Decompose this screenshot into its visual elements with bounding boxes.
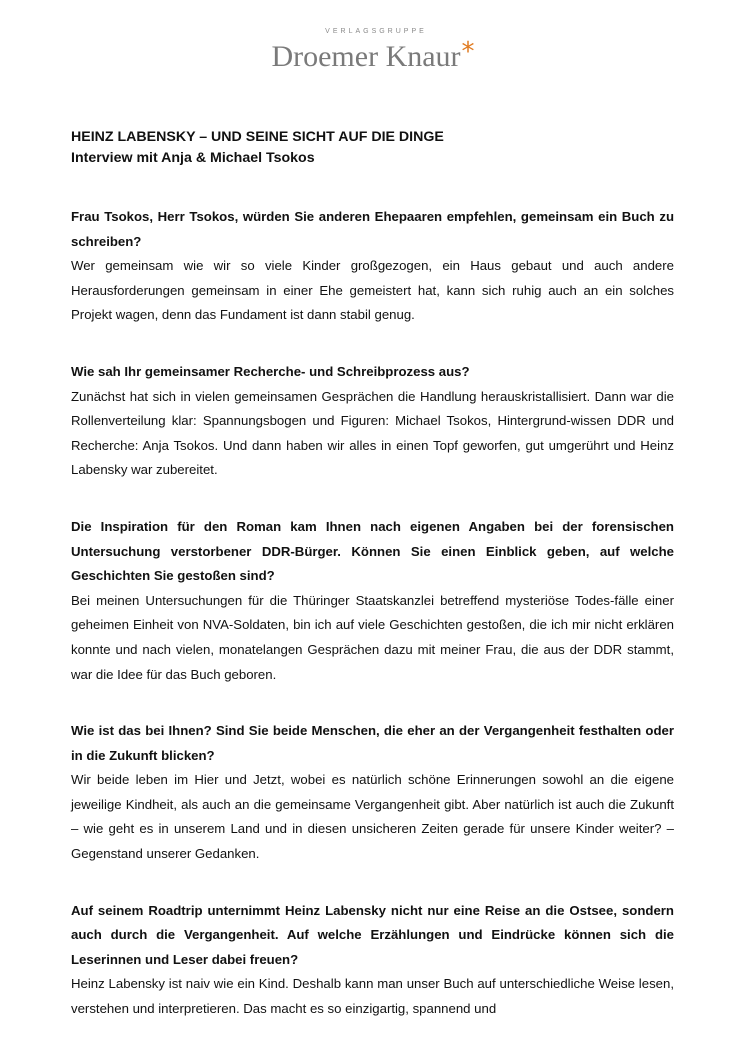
interview-block xyxy=(71,205,674,328)
interview-answer: Wir beide leben im Hier und Jetzt, wobei es natürlich schöne Erinnerungen sowohl an die eigene jeweilige Kindheit, als auch an die gemeinsame Vergangenheit gibt. Aber natürlich ist auch die Zukunft – wie geht es in unserem Land und in diesen unsicheren Zeiten gerade für unsere Kinder weiter? – Gegenstand unserer Gedanken. xyxy=(71,772,674,862)
interview-block xyxy=(71,360,674,483)
logo-wordmark xyxy=(0,37,746,72)
document-title: HEINZ LABENSKY – UND SEINE SICHT AUF DIE DINGE xyxy=(71,129,444,145)
interview-answer: Zunächst hat sich in vielen gemeinsamen Gesprächen die Handlung herauskristallisiert. Dann war die Rollenverteilung klar: Spannungsbogen und Figuren: Michael Tsokos, Hintergrund-wissen DDR und Recherche: Anja Tsokos. Und dann haben wir alles in einen Topf geworfen, gut umgerührt und Heinz Labensky war zubereitet. xyxy=(71,388,674,478)
interview-block xyxy=(71,515,674,687)
interview-answer: Heinz Labensky ist naiv wie ein Kind. Deshalb kann man unser Buch auf unterschiedliche Weise lesen, verstehen und interpretieren. Das macht es so einzigartig, spannend und xyxy=(71,976,674,1017)
logo-name: Droemer Knaur xyxy=(271,40,461,73)
interview-block xyxy=(71,899,674,1022)
interview-answer: Wer gemeinsam wie wir so viele Kinder großgezogen, ein Haus gebaut und auch andere Herausforderungen gemeinsam in einer Ehe gemeistert hat, kann sich ruhig auch an ein solches Projekt wagen, denn das Fundament ist dann stabil genug. xyxy=(71,258,674,323)
interview-block xyxy=(71,719,674,867)
document-subtitle: Interview mit Anja & Michael Tsokos xyxy=(71,150,315,166)
interview-question: Wie sah Ihr gemeinsamer Recherche- und Schreibprozess aus? xyxy=(71,363,470,379)
document-body xyxy=(71,127,674,1022)
interview-question: Wie ist das bei Ihnen? Sind Sie beide Menschen, die eher an der Vergangenheit festhalten oder in die Zukunft blicken? xyxy=(71,723,674,763)
logo-supertitle: VERLAGSGRUPPE xyxy=(325,28,427,35)
interview-answer: Bei meinen Untersuchungen für die Thüringer Staatskanzlei betreffend mysteriöse Todes-fälle einer geheimen Einheit von NVA-Soldaten, bin ich auf viele Geschichten gestoßen, die ich mir nicht erklären konnte und nach vielen, monatelangen Gesprächen dazu mit meiner Frau, die aus der DDR stammt, war die Idee für das Buch geboren. xyxy=(71,592,674,682)
interview-question: Frau Tsokos, Herr Tsokos, würden Sie anderen Ehepaaren empfehlen, gemeinsam ein Buch zu schreiben? xyxy=(71,209,674,249)
interview-question: Auf seinem Roadtrip unternimmt Heinz Labensky nicht nur eine Reise an die Ostsee, sondern auch durch die Vergangenheit. Auf welche Erzählungen und Eindrücke können sich die Leserinnen und Leser dabei freuen? xyxy=(71,902,674,967)
publisher-logo xyxy=(0,28,746,72)
interview-question: Die Inspiration für den Roman kam Ihnen nach eigenen Angaben bei der forensischen Untersuchung verstorbener DDR-Bürger. Können Sie einen Einblick geben, auf welche Geschichten Sie gestoßen sind? xyxy=(71,518,674,584)
logo-star-icon: * xyxy=(461,37,475,67)
